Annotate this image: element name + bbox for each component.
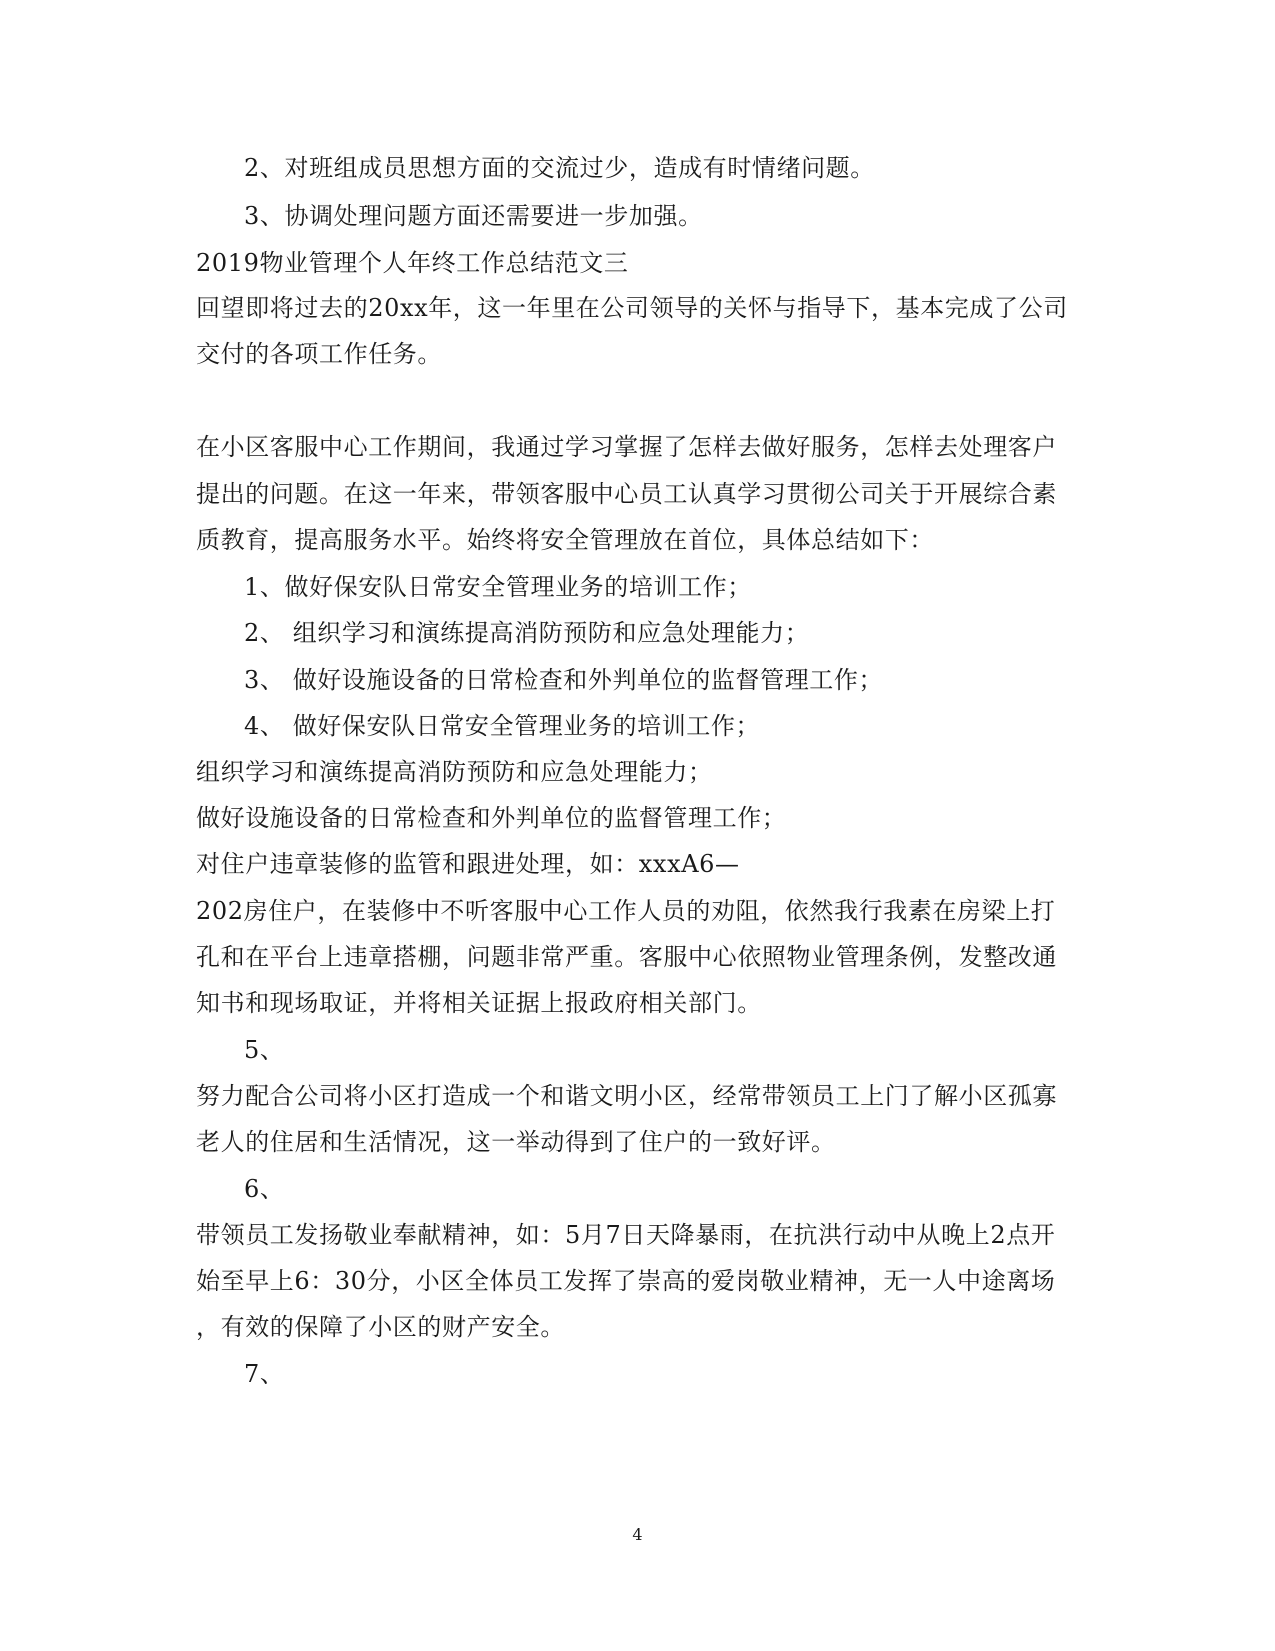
text-line: ，有效的保障了小区的财产安全。 bbox=[196, 1313, 565, 1341]
list-item: 2、 组织学习和演练提高消防预防和应急处理能力； bbox=[244, 619, 810, 647]
text-line: 做好设施设备的日常检查和外判单位的监督管理工作； bbox=[196, 804, 787, 832]
text-line: 老人的住居和生活情况，这一举动得到了住户的一致好评。 bbox=[196, 1128, 836, 1156]
list-item: 4、 做好保安队日常安全管理业务的培训工作； bbox=[244, 712, 761, 740]
page-number: 4 bbox=[632, 1525, 643, 1544]
text-line: 对住户违章装修的监管和跟进处理，如：xxxA6— bbox=[196, 850, 740, 878]
list-marker: 5、 bbox=[244, 1036, 285, 1064]
text-line: 交付的各项工作任务。 bbox=[196, 340, 442, 368]
text-line: 带领员工发扬敬业奉献精神，如：5月7日天降暴雨，在抗洪行动中从晚上2点开 bbox=[196, 1221, 1056, 1249]
list-marker: 7、 bbox=[244, 1360, 285, 1388]
text-line: 在小区客服中心工作期间，我通过学习掌握了怎样去做好服务，怎样去处理客户 bbox=[196, 433, 1057, 461]
list-item: 3、 做好设施设备的日常检查和外判单位的监督管理工作； bbox=[244, 666, 884, 694]
text-line: 知书和现场取证，并将相关证据上报政府相关部门。 bbox=[196, 989, 762, 1017]
section-heading: 2019物业管理个人年终工作总结范文三 bbox=[196, 249, 629, 277]
list-item: 1、做好保安队日常安全管理业务的培训工作； bbox=[244, 573, 752, 601]
text-line: 2、对班组成员思想方面的交流过少，造成有时情绪问题。 bbox=[244, 154, 875, 182]
list-marker: 6、 bbox=[244, 1175, 285, 1203]
text-line: 努力配合公司将小区打造成一个和谐文明小区，经常带领员工上门了解小区孤寡 bbox=[196, 1082, 1057, 1110]
text-line: 始至早上6：30分，小区全体员工发挥了崇高的爱岗敬业精神，无一人中途离场 bbox=[196, 1267, 1056, 1295]
text-line: 3、协调处理问题方面还需要进一步加强。 bbox=[244, 202, 703, 230]
text-line: 孔和在平台上违章搭棚，问题非常严重。客服中心依照物业管理条例，发整改通 bbox=[196, 943, 1057, 971]
text-line: 组织学习和演练提高消防预防和应急处理能力； bbox=[196, 758, 713, 786]
text-line: 质教育，提高服务水平。始终将安全管理放在首位，具体总结如下： bbox=[196, 526, 934, 554]
text-line: 202房住户，在装修中不听客服中心工作人员的劝阻，依然我行我素在房梁上打 bbox=[196, 897, 1056, 925]
text-line: 回望即将过去的20xx年，这一年里在公司领导的关怀与指导下，基本完成了公司 bbox=[196, 294, 1068, 322]
text-line: 提出的问题。在这一年来，带领客服中心员工认真学习贯彻公司关于开展综合素 bbox=[196, 480, 1057, 508]
